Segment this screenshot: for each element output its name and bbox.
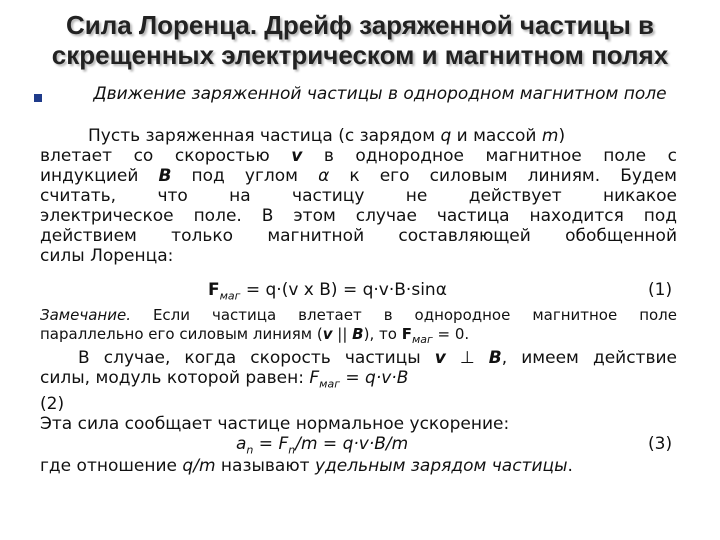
var-q-over-m: q/m — [182, 456, 216, 476]
bullet-square-icon — [34, 94, 42, 102]
var-v: v — [434, 348, 446, 368]
formula-1 — [208, 280, 447, 306]
intro-line-2 — [40, 146, 677, 166]
var-F: F — [401, 325, 412, 343]
formula-body: = q·(v x B) = q·v·B·sinα — [240, 280, 447, 300]
formula-body: = q·v·B — [339, 368, 409, 388]
specific-charge-line — [40, 456, 677, 476]
perpendicular-symbol: ⊥ — [445, 348, 489, 368]
slide-title — [0, 10, 720, 70]
text-span: Если частица влетает в однородное магнитное поле — [130, 306, 677, 324]
var-F: F — [208, 280, 220, 300]
formula-body: /m = q·v·B/m — [295, 434, 409, 454]
var-B: B — [158, 166, 172, 186]
text-span: параллельно его силовым линиям ( — [40, 325, 323, 343]
text-span: ) — [558, 126, 566, 146]
remark-line-1 — [40, 306, 677, 325]
subscript: n — [246, 443, 254, 457]
remark-label: Замечание. — [40, 306, 131, 324]
term-specific-charge: удельным зарядом частицы — [314, 456, 568, 476]
paragraph-perpendicular — [40, 348, 677, 434]
text-span: Пусть заряженная частица (с зарядом — [88, 126, 441, 146]
var-a: a — [236, 434, 247, 454]
var-v: v — [322, 325, 333, 343]
equation-number-1: (1) — [648, 280, 673, 300]
intro-line-3 — [40, 166, 677, 186]
equation-number-3: (3) — [648, 434, 673, 454]
text-span: называют — [215, 456, 315, 476]
remark — [40, 306, 677, 349]
paragraph-specific-charge — [40, 456, 677, 476]
subscript: маг — [319, 377, 340, 391]
formula-body: = F — [253, 434, 289, 454]
subscript: маг — [411, 333, 433, 346]
subscript: маг — [219, 289, 241, 303]
var-alpha: α — [318, 166, 330, 186]
text-span: силы, модуль которой равен: — [40, 368, 310, 388]
text-span: В случае, когда скорость частицы — [78, 348, 435, 368]
text-span: к его силовым линиям. Будем — [329, 166, 677, 186]
paragraph-intro — [40, 126, 677, 266]
text-span: = 0. — [432, 325, 470, 343]
var-m: m — [541, 126, 559, 146]
title-line-2: скрещенных электрическом и магнитном полях — [51, 40, 669, 70]
parallel-symbol: || — [332, 325, 353, 343]
text-span: ), то — [363, 325, 402, 343]
text-span: в однородное магнитное поле с — [302, 146, 677, 166]
perp-line-2 — [40, 368, 677, 394]
text-span: , имеем действие — [501, 348, 677, 368]
text-span: индукцией — [40, 166, 159, 186]
text-span: где отношение — [40, 456, 183, 476]
var-B: B — [488, 348, 502, 368]
perp-line-4: Эта сила сообщает частице нормальное ускорение: — [40, 414, 510, 435]
intro-line-4: считать, что на частицу не действует никакое — [40, 186, 677, 206]
intro-line-1 — [40, 126, 677, 146]
section-heading: Движение заряженной частицы в однородном магнитном поле — [93, 84, 667, 104]
remark-line-2 — [40, 325, 677, 349]
var-F: F — [309, 368, 320, 388]
var-B: B — [352, 325, 364, 343]
perp-line-1 — [40, 348, 677, 368]
intro-line-6: действием только магнитной составляющей обобщенной — [40, 226, 677, 246]
text-span: и массой — [451, 126, 542, 146]
equation-number-2: (2) — [40, 394, 65, 415]
text-span: . — [567, 456, 573, 476]
var-v: v — [291, 146, 303, 166]
title-line-1: Сила Лоренца. Дрейф заряженной частицы в — [65, 10, 655, 40]
text-span: влетает со скоростью — [40, 146, 292, 166]
intro-line-5: электрическое поле. В этом случае частица находится под — [40, 206, 677, 226]
text-span: под углом — [171, 166, 319, 186]
subscript: n — [288, 443, 296, 457]
intro-line-7: силы Лоренца: — [40, 246, 174, 266]
var-q: q — [440, 126, 452, 146]
